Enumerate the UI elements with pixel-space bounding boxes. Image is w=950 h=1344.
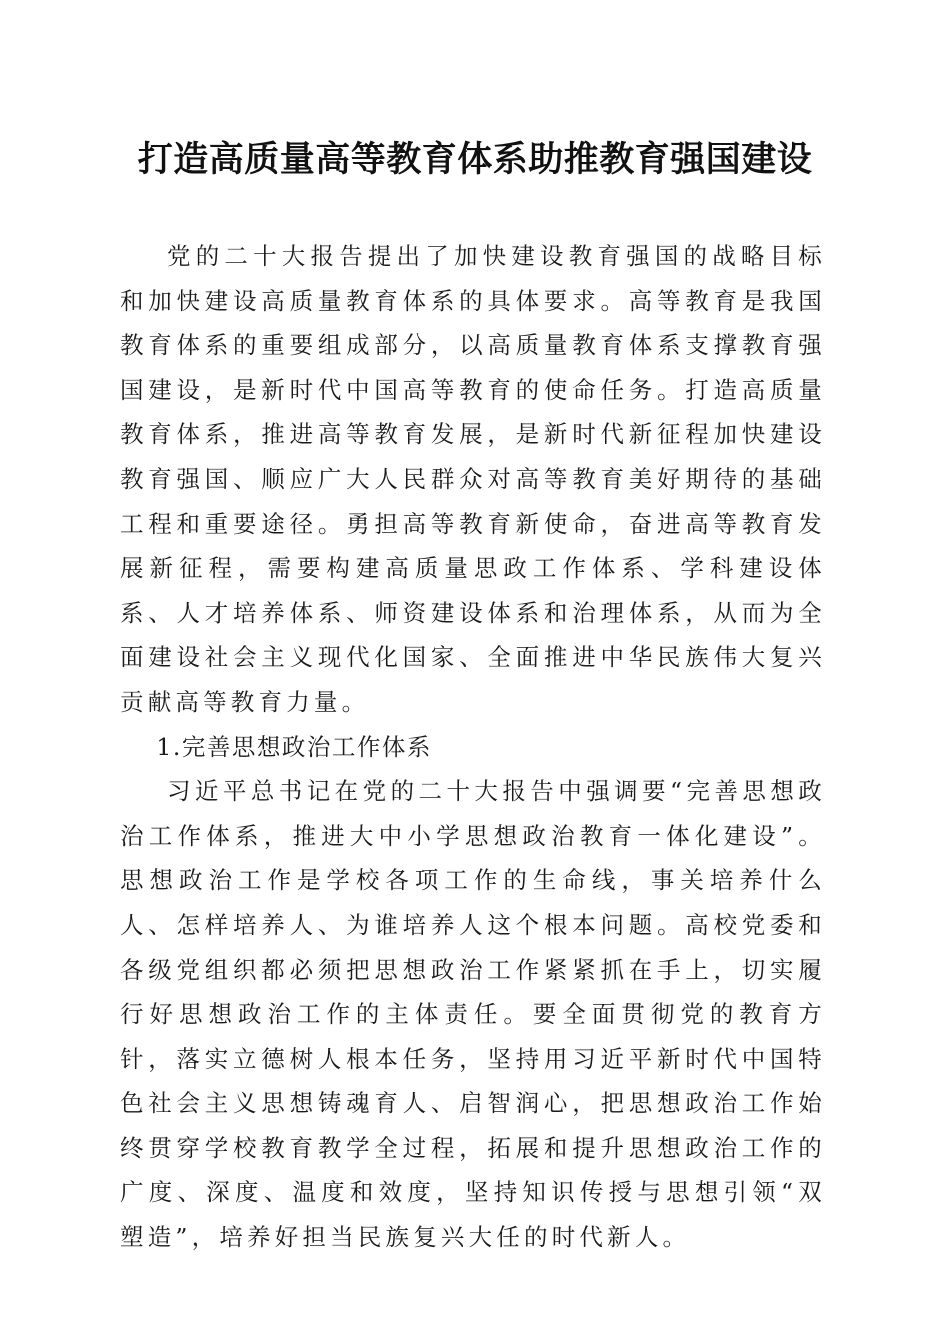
intro-paragraph: 党的二十大报告提出了加快建设教育强国的战略目标和加快建设高质量教育体系的具体要求。高等教育是我国教育体系的重要组成部分，以高质量教育体系支撑教育强国建设，是新时代中国高等教育的使命任务。打造高质量教育体系，推进高等教育发展，是新时代新征程加快建设教育强国、顺应广大人民群众对高等教育美好期待的基础工程和重要途径。勇担高等教育新使命，奋进高等教育发展新征程，需要构建高质量思政工作体系、学科建设体系、人才培养体系、师资建设体系和治理体系，从而为全面建设社会主义现代化国家、全面推进中华民族伟大复兴贡献高等教育力量。 — [120, 242, 826, 716]
section-heading: 1.完善思想政治工作体系 — [156, 732, 432, 761]
document-body — [120, 234, 826, 1260]
section-paragraph: 习近平总书记在党的二十大报告中强调要“完善思想政治工作体系，推进大中小学思想政治教育一体化建设”。思想政治工作是学校各项工作的生命线，事关培养什么人、怎样培养人、为谁培养人这个根本问题。高校党委和各级党组织都必须把思想政治工作紧紧抓在手上，切实履行好思想政治工作的主体责任。要全面贯彻党的教育方针，落实立德树人根本任务，坚持用习近平新时代中国特色社会主义思想铸魂育人、启智润心，把思想政治工作始终贯穿学校教育教学全过程，拓展和提升思想政治工作的广度、深度、温度和效度，坚持知识传授与思想引领“双塑造”，培养好担当民族复兴大任的时代新人。 — [120, 777, 826, 1252]
document-title: 打造高质量高等教育体系助推教育强国建设 — [137, 139, 813, 180]
